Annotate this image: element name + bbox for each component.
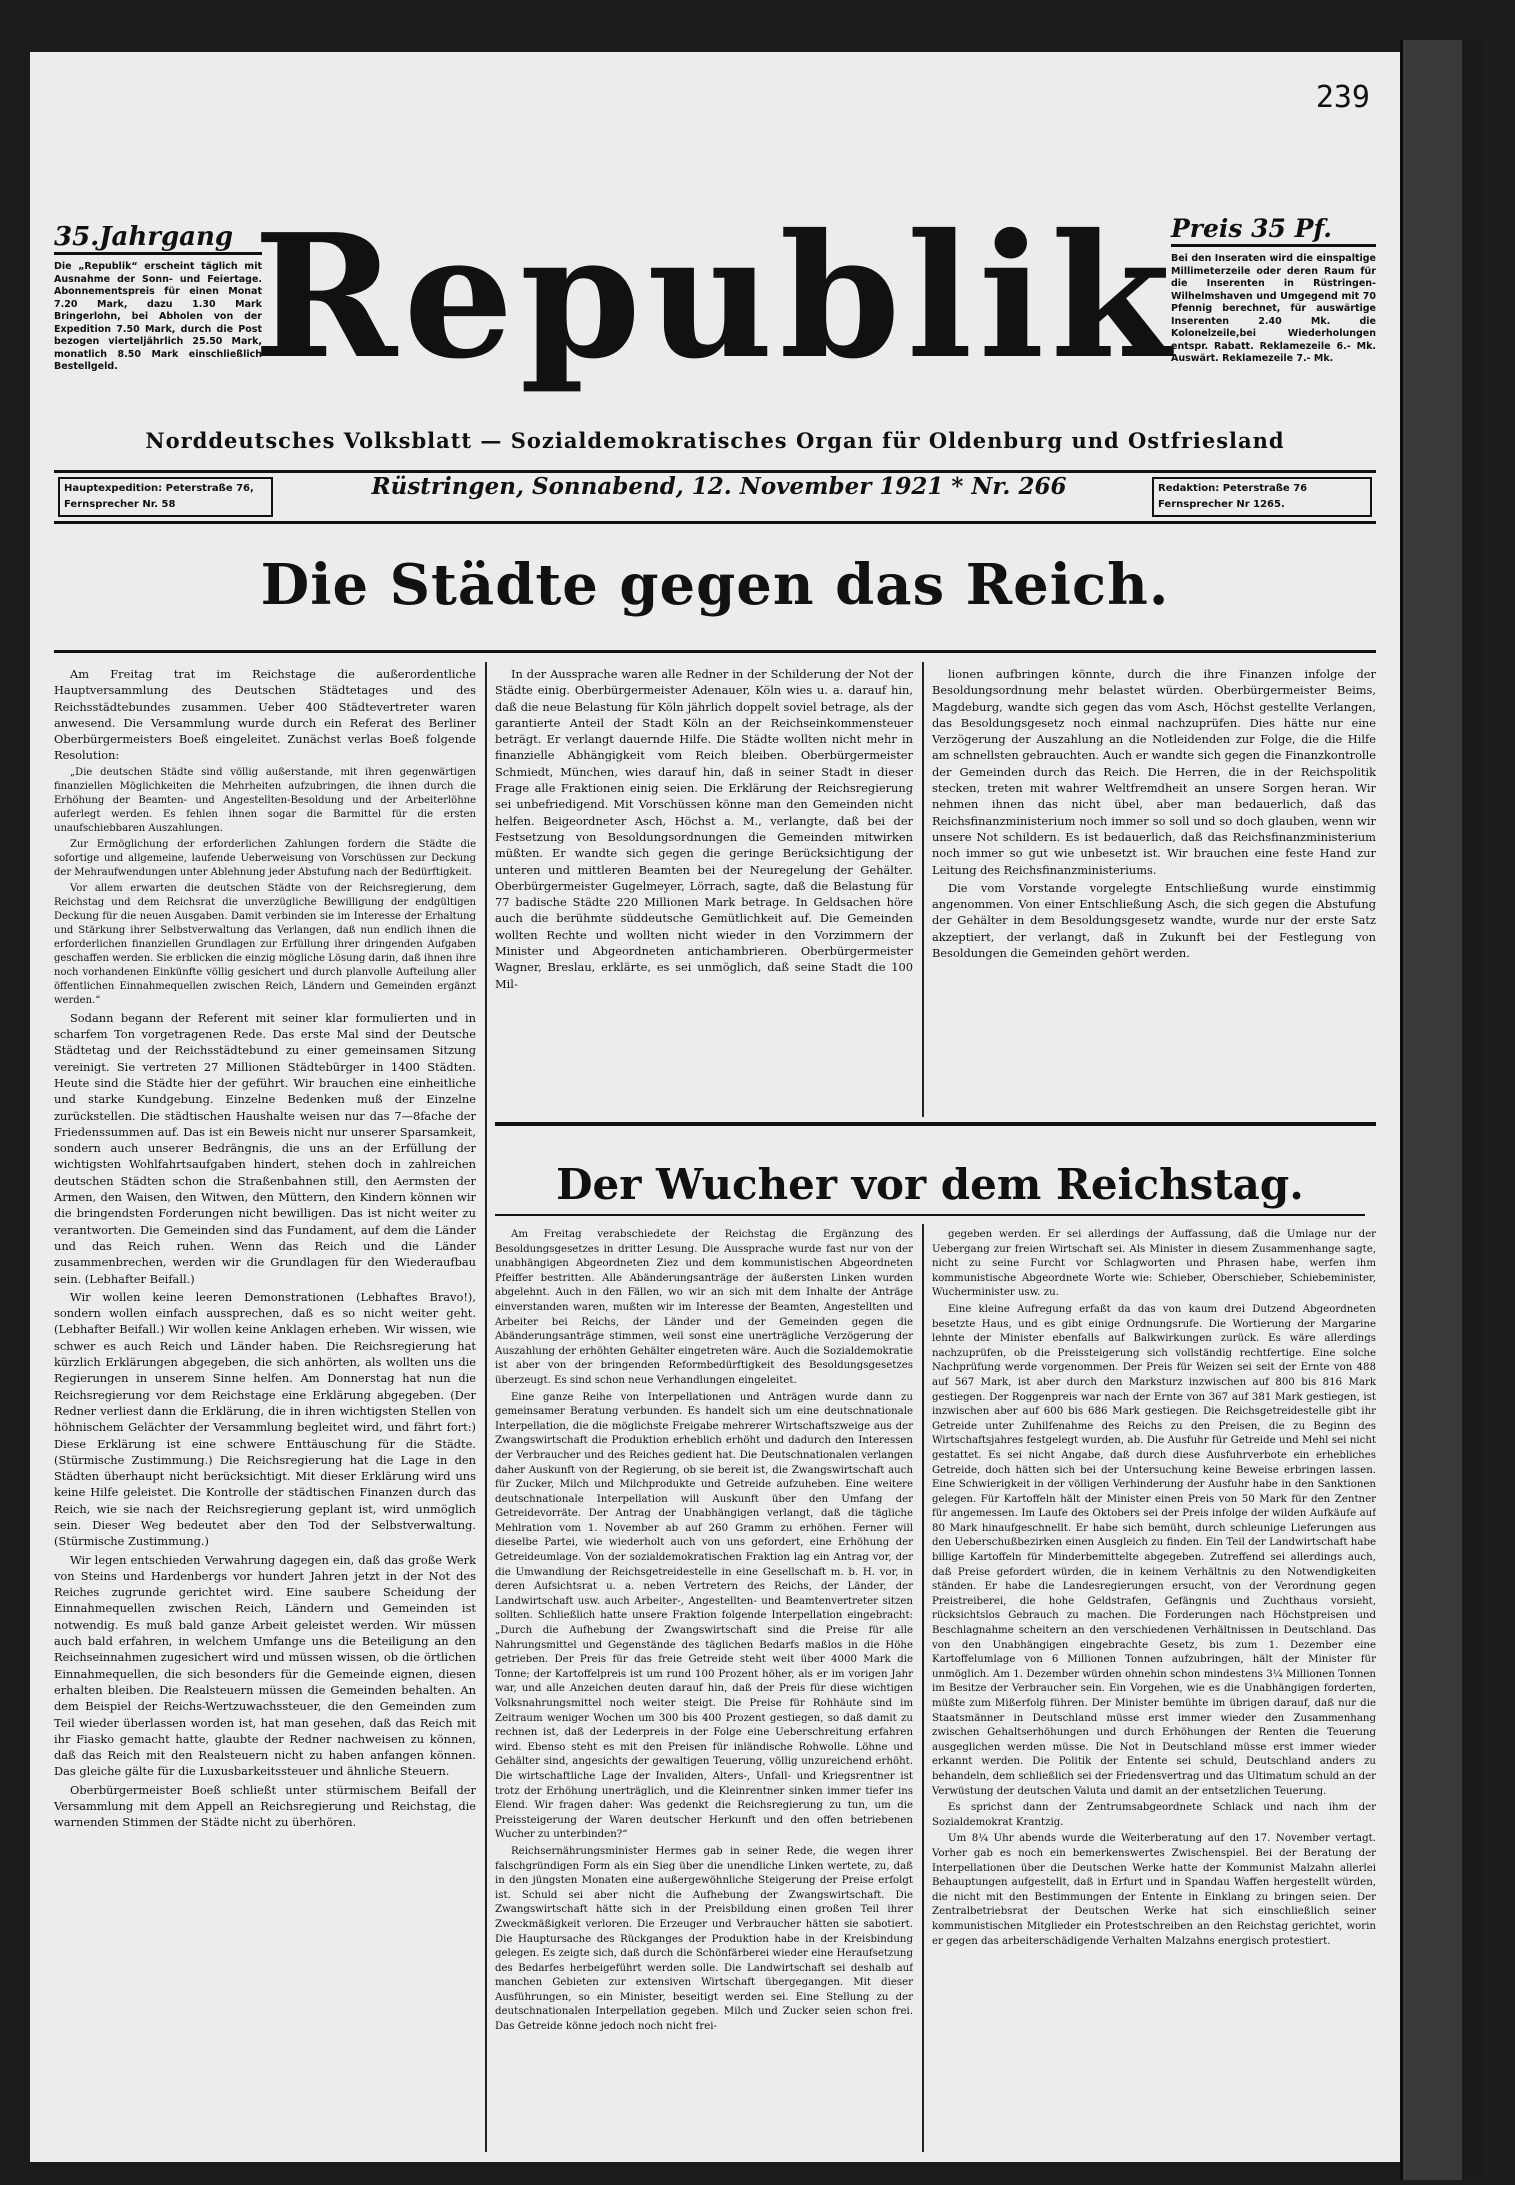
paragraph: „Die deutschen Städte sind völlig außerstande, mit ihren gegenwärtigen finanziellen Möglichkeiten die Mehrheiten aufzubringen, die ihnen durch die Erhöhung der Beamten- und Angestellten-Besoldung und der Arbeiterlöhne auferlegt werden. Es fehlen ihnen sogar die Barmittel für die ersten unaufschiebbaren Auszahlungen. xyxy=(54,766,476,834)
paragraph: lionen aufbringen könnte, durch die ihre Finanzen infolge der Besoldungsordnung mehr belastet würden. Oberbürgermeister Beims, Magdeburg, wandte sich gegen das vom Asch, Höchst gestellte Verlangen, das Besoldungsgesetz noch einmal nachzuprüfen. Dies hätte nur eine Verzögerung der Auszahlung an die Notleidenden zur Folge, die die Hilfe am schnellsten gebrauchten. Auch er wandte sich gegen die Finanzkontrolle der Gemeinden durch das Reich. Die Herren, die in der Reichspolitik stecken, treten mit wahrer Weltfremdheit an unsere Sorgen heran. Wir nehmen ihnen das nicht übel, aber man bedauerlich, daß das Reichsfinanzministerium noch immer so soll und so doch glauben, wenn wir unsere Not schildern. Es ist bedauerlich, daß das Reichsfinanzministerium noch immer so gut wie unbesetzt ist. Wir brauchen eine feste Hand zur Leitung des Reichsfinanzministeriums. xyxy=(932,667,1376,877)
page-number: 239 xyxy=(1315,80,1370,115)
paragraph: Zur Ermöglichung der erforderlichen Zahlungen fordern die Städte die sofortige und allgemeine, laufende Ueberweisung von Vorschüssen zur Deckung der Mehraufwendungen unter Ablehnung jeder Abstufung nach der Bedürftigkeit. xyxy=(54,838,476,878)
subscription-info: Die „Republik“ erscheint täglich mit Ausnahme der Sonn- und Feiertage. Abonnementspreis für einen Monat 7.20 Mark, dazu 1.30 Mark Bringerlohn, bei Abholen von der Expedition 7.50 Mark, durch die Post bezogen vierteljährlich 25.50 Mark, monatlich 8.50 Mark einschließlich Bestellgeld. xyxy=(54,261,262,372)
article2-column-1 xyxy=(495,1228,913,2148)
article1-column-1 xyxy=(54,666,476,2146)
article1-column-2 xyxy=(495,666,913,1111)
price-box xyxy=(1171,214,1376,366)
article2-headline: Der Wucher vor dem Reichstag. xyxy=(556,1160,1304,1209)
price-label: Preis 35 Pf. xyxy=(1171,214,1376,247)
paragraph: Oberbürgermeister Boeß schließt unter stürmischem Beifall der Versammlung mit dem Appell an Reichsregierung und Reichstag, die warnenden Stimmen der Städte nicht zu überhören. xyxy=(54,1782,476,1830)
paragraph: Eine ganze Reihe von Interpellationen und Anträgen wurde dann zu gemeinsamer Beratung verbunden. Es handelt sich um eine deutschnationale Interpellation, die die möglichste Freigabe mehrerer Wirtschaftszweige aus der Zwangswirtschaft die Produktion erheblich erhöht und dadurch den Interessen der Verbraucher und des Reiches gedient hat. Die Deutschnationalen verlangen daher Auskunft von der Regierung, ob sie bereit ist, die Zwangswirtschaft auch für Zucker, Milch und Milchprodukte und Getreide aufzuheben. Eine weitere deutschnationale Interpellation will Auskunft über den Umfang der Getreidevorräte. Der Antrag der Unabhängigen verlangt, daß die tägliche Mehlration vom 1. November ab auf 260 Gramm zu erhöhen. Ferner will dieselbe Partei, wie wiederholt auch von uns gefordert, eine Erhöhung der Getreideumlage. Von der sozialdemokratischen Fraktion lag ein Antrag vor, der die Umwandlung der Reichsgetreidestelle in eine Gesellschaft m. b. H. vor, in deren Aufsichtsrat u. a. neben Vertretern des Reichs, der Länder, der Landwirtschaft usw. auch Arbeiter-, Angestellten- und Beamtenvertreter sitzen sollten. Schließlich hatte unsere Fraktion folgende Interpellation eingebracht: „Durch die Aufhebung der Zwangswirtschaft sind die Preise für alle Nahrungsmittel und Gegenstände des täglichen Bedarfs maßlos in die Höhe getrieben. Der Preis für das freie Getreide steht weit über 4000 Mark die Tonne; der Kartoffelpreis ist um rund 100 Prozent höher, als er im vorigen Jahr war, und alle Anzeichen deuten darauf hin, daß der Preis für diese wichtigen Volksnahrungsmittel noch weiter steigt. Die Preise für Rohhäute sind im Zeitraum weniger Wochen um 300 bis 400 Prozent gestiegen, so daß damit zu rechnen ist, daß der Lederpreis in der Folge eine Ueberschreitung erfahren wird. Ebenso steht es mit den Preisen für inländische Rohwolle. Löhne und Gehälter sind, angesichts der gewaltigen Teuerung, völlig unzureichend erhöht. Die wirtschaftliche Lage der Invaliden, Alters-, Unfall- und Kriegsrentner ist trotz der Erhöhung unerträglich, und die Kleinrentner sinken immer tiefer ins Elend. Wir fragen daher: Was gedenkt die Reichsregierung zu tun, um die Preissteigerung der Waren deutscher Herkunft und den offen betriebenen Wucher zu unterbinden?“ xyxy=(495,1391,913,1841)
newspaper-page xyxy=(30,52,1400,2162)
article2-column-2 xyxy=(932,1228,1376,2148)
paragraph: Am Freitag verabschiedete der Reichstag die Ergänzung des Besoldungsgesetzes in dritter Lesung. Die Aussprache wurde fast nur von der unabhängigen Abgeordneten Ziez und dem kommunistischen Abgeordneten Pfeiffer bestritten. Alle Abänderungsanträge der äußersten Linken wurden abgelehnt. Auch in den Fällen, wo wir an sich mit dem Inhalte der Anträge einverstanden waren, mußten wir im Interesse der Beamten, Angestellten und Arbeiter bei Reichs, der Länder und der Gemeinden gegen die Abänderungsanträge stimmen, weil sonst eine unerträgliche Verzögerung der Auszahlung der erhöhten Gehälter eingetreten wäre. Auch die Sozialdemokratie ist aber von der bringenden Reformbedürftigkeit des Besoldungsgesetzes überzeugt. Es sind schon neue Verhandlungen eingeleitet. xyxy=(495,1229,913,1386)
paragraph: Sodann begann der Referent mit seiner klar formulierten und in scharfem Ton vorgetragenen Rede. Das erste Mal sind der Deutsche Städtetag und der Reichsstädtebund zu einer gemeinsamen Sitzung vereinigt. Sie vertreten 27 Millionen Städtebürger in 1400 Städten. Heute sind die Städte hier der geführt. Wir brauchen eine einheitliche und starke Kundgebung. Einzelne Bedenken muß der Einzelne zurückstellen. Die städtischen Haushalte weisen nur das 7—8fache der Friedenssummen auf. Das ist ein Beweis nicht nur unserer Sparsamkeit, sondern auch unserer Bedrängnis, die uns an der Erfüllung der wichtigsten Wohlfahrtsaufgaben hindert, stehen doch in zahlreichen deutschen Städten schon die Straßenbahnen still, den Aermsten der Armen, den Waisen, den Witwen, den Müttern, den Kindern können wir die bringendsten Forderungen nicht bewilligen. Das ist nicht weiter zu verantworten. Die Gemeinden sind das Fundament, auf dem die Länder und das Reich ruhen. Wenn das Reich und die Länder zusammenbrechen, werden wir die Grundlagen für den Wiederaufbau sein. (Lebhafter Beifall.) xyxy=(54,1010,476,1286)
paragraph: Eine kleine Aufregung erfaßt da das von kaum drei Dutzend Abgeordneten besetzte Haus, und es gibt einige Ordnungsrufe. Die Wortierung der Margarine lehnte der Minister ebenfalls auf Balkwirkungen zurück. Es wäre allerdings nachzuprüfen, ob die Preissteigerung sich vollständig rechtfertige. Eine solche Nachprüfung werde vorgenommen. Der Preis für Weizen sei seit der Ernte von 488 auf 567 Mark, ist aber durch den Marksturz inzwischen auf 800 bis 816 Mark gestiegen. Der Roggenpreis war nach der Ernte von 367 auf 381 Mark gestiegen, ist inzwischen aber auf 600 bis 686 Mark gestiegen. Die Reichsgetreidestelle gibt ihr Getreide unter Zuhilfenahme des Reichs zu den Preisen, die zu Beginn des Wirtschaftsjahres festgelegt wurden, ab. Die Ausfuhr für Getreide und Mehl sei nicht gestattet. Es sei nicht Angabe, daß durch diese Ausfuhrverbote ein erhebliches Getreide, doch hätten sich bei der Untersuchung keine Beweise erbringen lassen. Eine Schwierigkeit in der völligen Verhinderung der Ausfuhr habe in den Sanktionen gelegen. Für Kartoffeln hält der Minister einen Preis von 50 Mark für den Zentner für angemessen. Im Laufe des Oktobers sei der Preis infolge der wilden Aufkäufe auf 80 Mark hinaufgeschnellt. Er habe sich bemüht, durch schleunige Lieferungen aus den Ueberschußbezirken einen Ausgleich zu finden. Ein Teil der Landwirtschaft habe billige Kartoffeln für Minderbemittelte abgegeben. Zutreffend sei allerdings auch, daß Preise gefordert würden, die in keinem Verhältnis zu den Notwendigkeiten ständen. Er habe die Landesregierungen ersucht, von der Verordnung gegen Preistreiberei, die hohe Geldstrafen, Gefängnis und Zuchthaus vorsieht, rücksichtslos Gebrauch zu machen. Die Forderungen nach Höchstpreisen und Beschlagnahme scheitern an den verschiedenen Verhältnissen in Deutschland. Das von den Unabhängigen eingebrachte Gesetz, bis zum 1. Dezember eine Kartoffelumlage von 6 Millionen Tonnen aufzubringen, hält der Minister für unmöglich. Am 1. Dezember würden ohnehin schon mindestens 3¼ Millionen Tonnen im Besitze der Verbraucher sein. Ein Vorgehen, wie es die Unabhängigen forderten, müßte zum Mißerfolg führen. Der Minister bemühte im übrigen darauf, daß nur die Staatsmänner in Deutschland müsse erst immer wieder den Zusammenhang zwischen Gehaltserhöhungen und durch Erhöhungen der Renten die Teuerung ausgeglichen werden müsse. Die Not in Deutschland müsse erst immer wieder erkannt werden. Die Politik der Entente sei schuld, Deutschland anders zu behandeln, dem schließlich sei der Friedensvertrag und das Ultimatum schuld an der Verwüstung der deutschen Valuta und damit an der entsetzlichen Teuerung. xyxy=(932,1303,1376,1797)
paragraph: Es sprichst dann der Zentrumsabgeordnete Schlack und nach ihm der Sozialdemokrat Krantzig. xyxy=(932,1802,1376,1828)
column-divider xyxy=(485,662,487,2152)
paragraph: gegeben werden. Er sei allerdings der Auffassung, daß die Umlage nur der Uebergang zur freien Wirtschaft sei. Als Minister in diesem Zusammenhange sagte, nicht zu seine Furcht vor Schlagworten und Phrasen habe, werfen ihm kommunistische Abgeordnete Worte wie: Schieber, Oberschieber, Schiebeminister, Wucherminister usw. zu. xyxy=(932,1229,1376,1299)
column-divider xyxy=(922,1224,924,2152)
paragraph: Wir legen entschieden Verwahrung dagegen ein, daß das große Werk von Steins und Hardenbergs vor hundert Jahren jetzt in der Not des Reiches zugrunde gerichtet wird. Eine saubere Scheidung der Einnahmequellen zwischen Reich, Ländern und Gemeinden ist notwendig. Es muß bald ganze Arbeit geleistet werden. Wir müssen auch bald erfahren, in welchem Umfange uns die Beteiligung an den Reichseinnahmen zugesichert wird und müssen wissen, ob die örtlichen Einnahmequellen, die sich besonders für die Gemeinde eignen, diesen erhalten bleiben. Die Realsteuern müssen die Gemeinden behalten. An dem Beispiel der Reichs-Wertzuwachssteuer, die den Gemeinden zum Teil wieder überlassen worden ist, hat man gesehen, daß das Reich mit ihr Fiasko gemacht hatte, glaubte der Redner nachweisen zu können, daß das Reich mit den Realsteuern nicht zu haben anfangen können. Das gleiche gälte für die Luxusbarkeitssteuer und ähnliche Steuern. xyxy=(54,1552,476,1779)
masthead-title: Republik xyxy=(253,197,1177,397)
issue-dateline: Rüstringen, Sonnabend, 12. November 1921 * Nr. 266 xyxy=(371,473,1067,500)
paragraph: In der Aussprache waren alle Redner in der Schilderung der Not der Städte einig. Oberbürgermeister Adenauer, Köln wies u. a. darauf hin, daß die neue Belastung für Köln jährlich doppelt soviel betrage, als der garantierte Anteil der Stadt Köln an der Reichseinkommensteuer beträgt. Er verlangt dauernde Hilfe. Die Städte wollten nicht mehr in finanzielle Abhängigkeit vom Reich bleiben. Oberbürgermeister Schmiedt, München, wies darauf hin, daß in seiner Stadt in dieser Frage alle Fraktionen einig seien. Die Erklärung der Reichsregierung sei unbefriedigend. Mit Vorschüssen könne man den Gemeinden nicht helfen. Beigeordneter Asch, Höchst a. M., verlangte, daß bei der Festsetzung von Besoldungsordnungen die Gemeinden mitwirken müßten. Er wandte sich gegen die geringe Berücksichtigung der unteren und mittleren Beamten bei der Neuregelung der Gehälter. Oberbürgermeister Gugelmeyer, Lörrach, sagte, daß die Belastung für 77 badische Städte 220 Millionen Mark betrage. In Geldsachen höre auch die berühmte süddeutsche Gemütlichkeit auf. Die Gemeinden wollten Rechte und wollten nicht wieder in den Vorzimmern der Minister und Abgeordneten antichambrieren. Oberbürgermeister Wagner, Breslau, erklärte, es sei unmöglich, daß seine Stadt die 100 Mil- xyxy=(495,667,913,991)
paragraph: Vor allem erwarten die deutschen Städte von der Reichsregierung, dem Reichstag und dem Reichsrat die unverzügliche Bewilligung der endgültigen Deckung für die neuen Ausgaben. Damit verbinden sie im Interesse der Erhaltung und Stärkung ihrer Selbstverwaltung das Verlangen, daß nun endlich ihnen die erforderlichen finanziellen Grundlagen zur Erfüllung ihrer dringenden Aufgaben geschaffen werden. Sie erblicken die einzig mögliche Lösung darin, daß ihnen ihre noch vorhandenen Einkünfte völlig gesichert und durch planvolle Aufteilung aller öffentlichen Einnahmequellen zwischen Reich, Ländern und Gemeinden ergänzt werden.“ xyxy=(54,882,476,1006)
book-binding xyxy=(1400,40,1467,2180)
hauptexpedition-box: Hauptexpedition: Peterstraße 76, Fernsprecher Nr. 58 xyxy=(58,477,273,517)
article1-headline: Die Städte gegen das Reich. xyxy=(260,552,1170,618)
column-divider xyxy=(922,662,924,1117)
article1-column-3 xyxy=(932,666,1376,1111)
advertising-info: Bei den Inseraten wird die einspaltige Millimeterzeile oder deren Raum für die Inserenten in Rüstringen-Wilhelmshaven und Umgegend mit 70 Pfennig berechnet, für auswärtige Inserenten 2.40 Mk. die Kolonelzeile,bei Wiederholungen entspr. Rabatt. Reklamezeile 6.- Mk. Auswärt. Reklamezeile 7.- Mk. xyxy=(1171,253,1376,364)
masthead-subtitle: Norddeutsches Volksblatt — Sozialdemokratisches Organ für Oldenburg und Ostfriesland xyxy=(145,428,1285,453)
paragraph: Reichsernährungsminister Hermes gab in seiner Rede, die wegen ihrer falschgründigen Form als ein Sieg über die unendliche Linken wertete, zu, daß in den jüngsten Monaten eine außergewöhnliche Steigerung der Preise erfolgt ist. Schuld sei aber nicht die Aufhebung der Zwangswirtschaft. Die Zwangswirtschaft hätte sich in der Preisbildung einen großen Teil ihrer Zweckmäßigkeit verloren. Die Erzeuger und Verbraucher hätten sie sabotiert. Die Hauptursache des Rückganges der Produktion habe in der Kreisbindung gelegen. Es zeigte sich, daß durch die Schönfärberei wieder eine Heraufsetzung des Bedarfes herbeigeführt werden solle. Die Landwirtschaft sei deshalb auf manchen Gebieten zur extensiven Wirtschaft übergegangen. Mit dieser Ausführungen, so ein Minister, beseitigt werden sei. Eine Stellung zu der deutschnationalen Interpellation gegeben. Milch und Zucker seien schon frei. Das Getreide könne jedoch noch nicht frei- xyxy=(495,1845,913,2033)
dateline-bar xyxy=(54,470,1376,524)
paragraph: Um 8¼ Uhr abends wurde die Weiterberatung auf den 17. November vertagt. Vorher gab es noch ein bemerkenswertes Zwischenspiel. Bei der Beratung der Interpellationen über die Deutschen Werke hatte der Kommunist Malzahn allerlei Behauptungen aufgestellt, daß in Erfurt und in Spandau Waffen hergestellt würden, die nicht mit den Bestimmungen der Entente in Einklang zu bringen seien. Der Zentralbetriebsrat der Deutschen Werke hat sich einschließlich seiner kommunistischen Mitglieder ein Protestschreiben an den Reichstag gerichtet, worin er gegen das arbeiterschädigende Verhalten Malzahns energisch protestiert. xyxy=(932,1833,1376,1947)
paragraph: Die vom Vorstande vorgelegte Entschließung wurde einstimmig angenommen. Von einer Entschließung Asch, die sich gegen die Abstufung der Gehälter in dem Besoldungsgesetz wandte, wurde nur der erste Satz akzeptiert, der verlangt, daß in Zukunft bei der Festlegung von Besoldungen die Gemeinden gehört werden. xyxy=(932,880,1376,961)
subscription-box xyxy=(54,222,262,374)
headline-rule xyxy=(495,1214,1365,1216)
paragraph: Wir wollen keine leeren Demonstrationen (Lebhaftes Bravo!), sondern wollen einfach aussprechen, daß es so nicht weiter geht. (Lebhafter Beifall.) Wir wollen keine Anklagen erheben. Wir wissen, wie schwer es auch Reich und Länder haben. Die Reichsregierung hat kürzlich Erklärungen abgegeben, die sich anhörten, als wollten uns die Regierungen in unserem Sinne helfen. Am Donnerstag hat nun die Reichsregierung vor dem Reichstage eine Erklärung abgegeben. (Der Redner verliest dann die Erklärung, die in ihren wichtigsten Stellen von höhnischem Gelächter der Versammlung begleitet wird, und fährt fort:) Diese Erklärung ist eine schwere Enttäuschung für die Städte. (Stürmische Zustimmung.) Die Reichsregierung hat die Lage in den Städten überhaupt nicht berücksichtigt. Mit dieser Erklärung wird uns keine Hilfe geleistet. Die Kontrolle der städtischen Finanzen durch das Reich, wie sie nach der Reichsregierung geplant ist, wird unmöglich sein. Dieser Weg bedeutet aber den Tod der Selbstverwaltung. (Stürmische Zustimmung.) xyxy=(54,1289,476,1549)
volume-label: 35.Jahrgang xyxy=(54,222,262,255)
redaktion-box: Redaktion: Peterstraße 76 Fernsprecher Nr 1265. xyxy=(1152,477,1372,517)
paragraph: Am Freitag trat im Reichstage die außerordentliche Hauptversammlung des Deutschen Städtetages und des Reichsstädtebundes zusammen. Ueber 400 Städtevertreter waren anwesend. Die Versammlung wurde durch ein Referat des Berliner Oberbürgermeisters Boeß eingeleitet. Zunächst verlas Boeß folgende Resolution: xyxy=(54,667,476,763)
book-binding-edge xyxy=(1462,40,1482,2180)
article-separator xyxy=(495,1122,1376,1126)
headline-rule xyxy=(54,650,1376,653)
